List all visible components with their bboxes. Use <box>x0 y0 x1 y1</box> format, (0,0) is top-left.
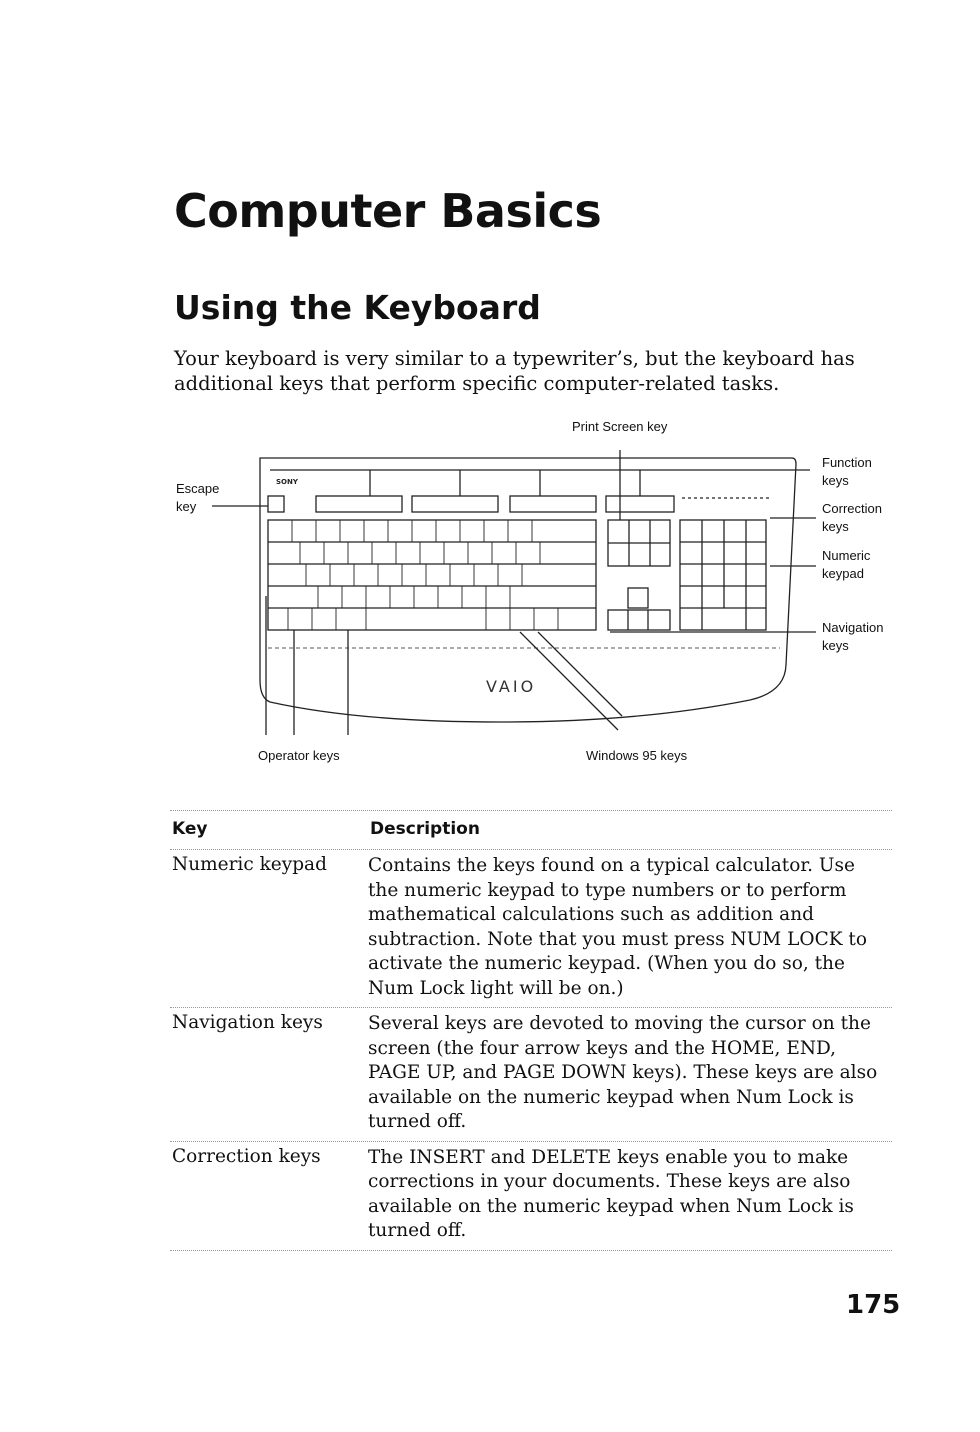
keyboard-figure <box>170 410 910 790</box>
numeric-keypad-label: Numeric keypad <box>822 548 871 581</box>
page-number: 175 <box>846 1290 901 1320</box>
windows-keys-label: Windows 95 keys <box>586 748 688 763</box>
row-key: Correction keys <box>172 1145 321 1167</box>
table-row <box>170 1142 892 1251</box>
sony-brand: SONY <box>276 478 298 486</box>
escape-key-label: Escape key <box>176 481 220 514</box>
function-keys-label: Function keys <box>822 455 872 488</box>
keyboard-illustration <box>170 410 910 790</box>
row-key: Numeric keypad <box>172 854 327 875</box>
row-key: Navigation keys <box>172 1012 323 1033</box>
row-description: Several keys are devoted to moving the cursor on the screen (the four arrow keys and the HOME, END, PAGE UP, and PAGE DOWN keys). These keys are also available on the numeric keypad when Num Lock is turned off. <box>368 1013 878 1132</box>
correction-keys-label: Correction keys <box>822 501 882 534</box>
navigation-keys-label: Navigation keys <box>822 620 884 653</box>
intro-paragraph: Your keyboard is very similar to a typewriter’s, but the keyboard has additional keys that perform specific computer-related tasks. <box>174 347 855 395</box>
chapter-title: Computer Basics <box>174 184 602 238</box>
row-description: Contains the keys found on a typical calculator. Use the numeric keypad to type numbers or to perform mathematical calculations such as addition and subtraction. Note that you must press NUM LOCK to activate the numeric keypad. (When you do so, the Num Lock light will be on.) <box>368 855 868 999</box>
keys-table <box>170 810 892 1251</box>
section-title: Using the Keyboard <box>174 288 541 327</box>
row-description: The INSERT and DELETE keys enable you to make corrections in your documents. These keys are also available on the numeric keypad when Num Lock is turned off. <box>368 1146 854 1241</box>
table-row <box>170 1008 892 1142</box>
print-screen-label: Print Screen key <box>572 419 668 434</box>
operator-keys-label: Operator keys <box>258 748 340 763</box>
vaio-logo: VAIO <box>486 677 537 696</box>
header-key: Key <box>172 819 208 839</box>
table-header <box>170 810 892 850</box>
header-description: Description <box>370 819 480 839</box>
table-row <box>170 850 892 1008</box>
